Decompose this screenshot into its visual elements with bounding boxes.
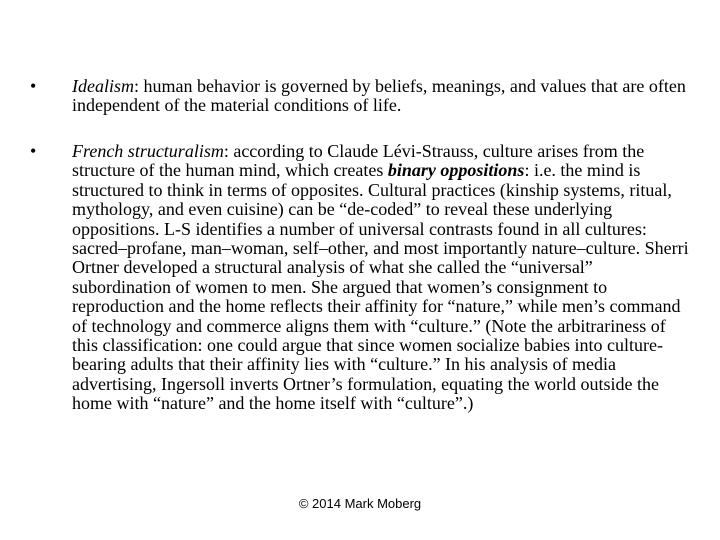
term-french-structuralism: French structuralism bbox=[72, 141, 224, 161]
bullet-marker: • bbox=[30, 76, 37, 96]
bullet-marker: • bbox=[30, 141, 37, 161]
bullet-text bbox=[72, 142, 692, 414]
term-binary-oppositions: binary oppositions bbox=[387, 160, 525, 181]
term-idealism: Idealism bbox=[72, 76, 134, 96]
structuralism-definition-part2: : i.e. the mind is structured to think in terms of opposites. Cultural practices (kinship systems, ritual, mythology, and even cuisine) can be “de-coded” to reveal these underlying oppositions. L-S identifies a number of universal contrasts found in all cultures: sacred–profane, man–woman, self–other, and most importantly nature–culture. Sherri Ortner developed a structural analysis of what she called the “universal” subordination of women to men. She argued that women’s consignment to reproduction and the home reflects their affinity for “nature,” while men’s command of technology and commerce aligns them with “culture.” (Note the arbitrariness of this classification: one could argue that since women socialize babies into culture-bearing adults that their affinity lies with “culture.” In his analysis of media advertising, Ingersoll inverts Ortner’s formulation, equating the world outside the home with “nature” and the home itself with “culture”.) bbox=[72, 160, 689, 414]
structuralism-definition-part1: : according to Claude Lévi-Strauss, culture arises from the structure of the human mind, which creates bbox=[72, 141, 645, 181]
idealism-definition: : human behavior is governed by beliefs, meanings, and values that are often independent of the material conditions of life. bbox=[72, 76, 686, 116]
bullet-text bbox=[72, 77, 692, 116]
bullet-french-structuralism bbox=[30, 142, 692, 414]
copyright-footer: © 2014 Mark Moberg bbox=[298, 496, 422, 511]
bullet-idealism bbox=[30, 77, 692, 116]
